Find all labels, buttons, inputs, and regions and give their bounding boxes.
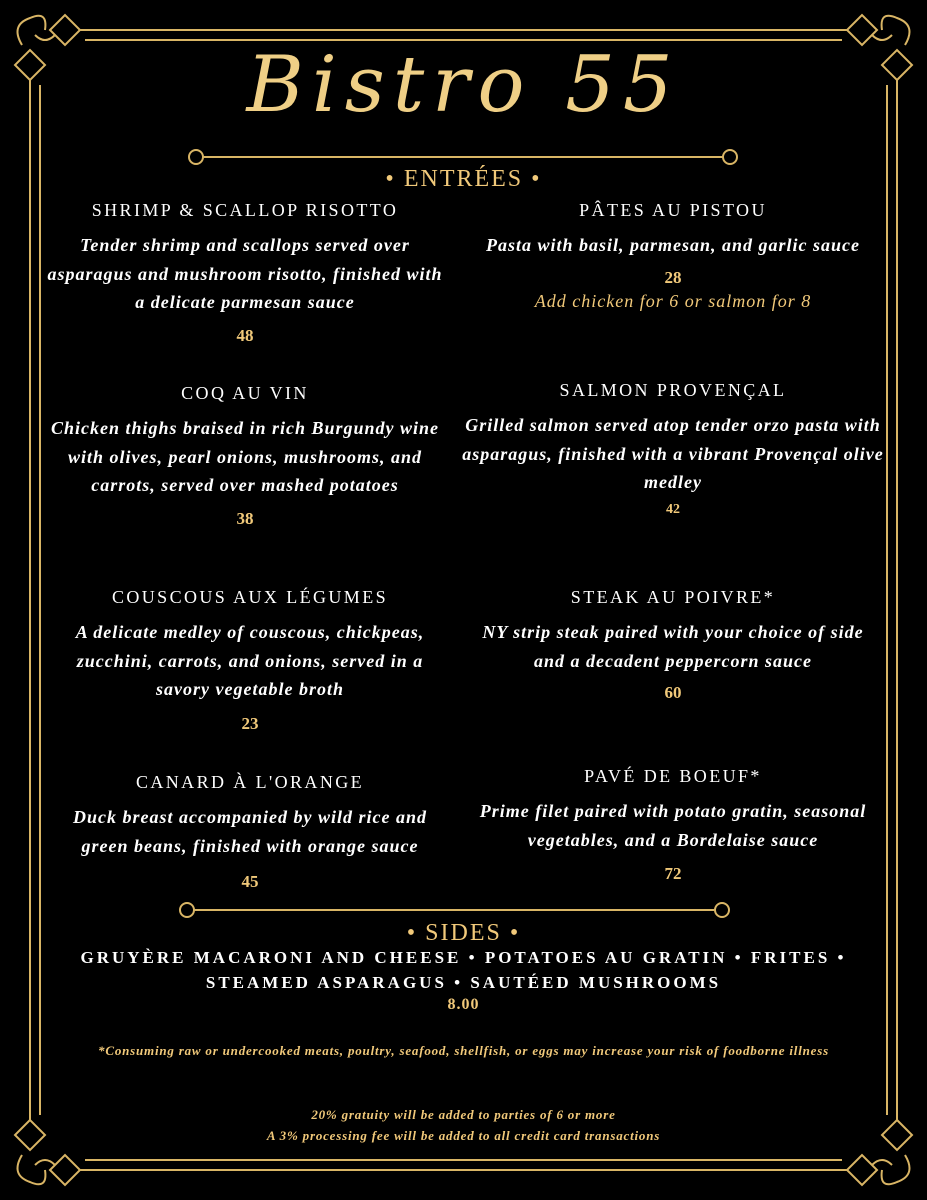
item-name: STEAK AU POIVRE* [570, 587, 776, 607]
item-description: A delicate medley of couscous, chickpeas, zucchini, carrots, and onions, served in a savory vegetable broth [75, 622, 425, 699]
item-name: PÂTES AU PISTOU [579, 200, 767, 220]
item-addon: Add chicken for 6 or salmon for 8 [534, 291, 812, 311]
item-description: Chicken thighs braised in rich Burgundy wine with olives, pearl onions, mushrooms, and carrots, served over mashed potatoes [50, 418, 440, 495]
item-price: 42 [666, 502, 680, 517]
item-name: SALMON PROVENÇAL [559, 380, 787, 400]
restaurant-title: Bistro 55 [246, 40, 681, 130]
item-description: Tender shrimp and scallops served over asparagus and mushroom risotto, finished with a delicate parmesan sauce [47, 235, 443, 312]
item-price: 38 [236, 509, 254, 528]
item-description: NY strip steak paired with your choice of side and a decadent peppercorn sauce [482, 622, 864, 671]
menu-item [45, 383, 445, 533]
item-name: CANARD À L'ORANGE [135, 772, 365, 792]
sides-heading: • SIDES • [406, 920, 521, 946]
consumption-warning: *Consuming raw or undercooked meats, poultry, seafood, shellfish, or eggs may increase your risk of foodborne illness [98, 1043, 829, 1058]
item-name: COQ AU VIN [181, 383, 309, 403]
divider-icon [180, 903, 729, 917]
item-price: 45 [241, 872, 259, 891]
sides-list: GRUYÈRE MACARONI AND CHEESE • POTATOES AU GRATIN • FRITES • [80, 948, 847, 967]
item-name: SHRIMP & SCALLOP RISOTTO [91, 200, 399, 220]
sides-price: 8.00 [447, 996, 480, 1013]
item-description: Grilled salmon served atop tender orzo pasta with asparagus, finished with a vibrant Provençal olive medley [462, 415, 884, 492]
item-price: 48 [236, 326, 254, 345]
item-name: PAVÉ DE BOEUF* [584, 766, 762, 786]
entrees-heading: • ENTRÉES • [385, 166, 542, 192]
menu-item [45, 200, 445, 350]
item-price: 28 [664, 268, 682, 287]
menu-item [468, 587, 878, 707]
divider-icon [189, 150, 737, 164]
item-price: 72 [664, 864, 682, 883]
item-description: Pasta with basil, parmesan, and garlic sauce [485, 235, 861, 255]
item-price: 23 [241, 714, 259, 733]
menu-item [458, 380, 888, 530]
item-price: 60 [664, 683, 682, 702]
gratuity-note: 20% gratuity will be added to parties of 6 or more [311, 1107, 616, 1122]
processing-fee-note: A 3% processing fee will be added to all credit card transactions [266, 1128, 661, 1143]
sides-list: STEAMED ASPARAGUS • SAUTÉED MUSHROOMS [205, 973, 722, 992]
menu-item [50, 772, 450, 892]
menu-item [50, 587, 450, 737]
menu-item [458, 200, 888, 320]
item-name: COUSCOUS AUX LÉGUMES [111, 587, 389, 607]
item-description: Prime filet paired with potato gratin, seasonal vegetables, and a Bordelaise sauce [479, 801, 867, 850]
menu-item [468, 766, 878, 886]
item-description: Duck breast accompanied by wild rice and green beans, finished with orange sauce [73, 807, 427, 856]
